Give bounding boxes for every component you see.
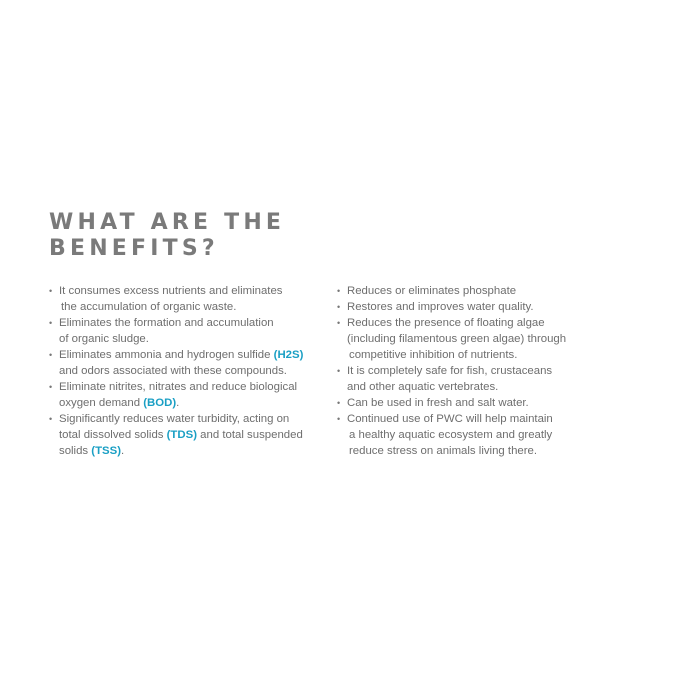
title-line-1: WHAT ARE THE bbox=[49, 210, 286, 235]
abbreviation-h2s: (H2S) bbox=[273, 349, 304, 361]
list-item: • Eliminates the formation and accumulation of organic sludge. bbox=[49, 317, 274, 345]
bullet-icon: • bbox=[49, 414, 53, 424]
bullet-icon: • bbox=[49, 350, 53, 360]
list-item: • Eliminates ammonia and hydrogen sulfide (H2S) and odors associated with these compounds. bbox=[49, 349, 304, 377]
benefits-list-right bbox=[337, 283, 597, 459]
bullet-icon: • bbox=[337, 318, 341, 328]
page-title bbox=[49, 210, 285, 262]
abbreviation-bod: (BOD) bbox=[143, 397, 177, 409]
list-item: • Restores and improves water quality. bbox=[337, 301, 534, 313]
abbreviation-tds: (TDS) bbox=[166, 429, 198, 441]
bullet-icon: • bbox=[337, 414, 341, 424]
list-item: • Reduces the presence of floating algae (including filamentous green algae) through competitive inhibition of nutrients. bbox=[337, 317, 567, 361]
bullet-icon: • bbox=[49, 318, 53, 328]
title-line-2: BENEFITS? bbox=[49, 236, 219, 261]
list-item: • Significantly reduces water turbidity, acting on total dissolved solids (TDS) and total suspended solids (TSS). bbox=[49, 413, 303, 457]
list-item: • Can be used in fresh and salt water. bbox=[337, 397, 529, 409]
list-item: • Reduces or eliminates phosphate bbox=[337, 285, 517, 297]
list-item: • Eliminate nitrites, nitrates and reduce biological oxygen demand (BOD). bbox=[49, 381, 298, 409]
benefits-list-left bbox=[49, 283, 309, 459]
list-item: • It is completely safe for fish, crustaceans and other aquatic vertebrates. bbox=[337, 365, 553, 393]
bullet-icon: • bbox=[337, 302, 341, 312]
bullet-icon: • bbox=[49, 382, 53, 392]
bullet-icon: • bbox=[337, 286, 341, 296]
list-item: • It consumes excess nutrients and eliminates the accumulation of organic waste. bbox=[49, 285, 283, 313]
bullet-icon: • bbox=[337, 366, 341, 376]
abbreviation-tss: (TSS) bbox=[91, 445, 122, 457]
bullet-icon: • bbox=[337, 398, 341, 408]
bullet-icon: • bbox=[49, 286, 53, 296]
list-item: • Continued use of PWC will help maintain a healthy aquatic ecosystem and greatly reduce stress on animals living there. bbox=[337, 413, 553, 457]
